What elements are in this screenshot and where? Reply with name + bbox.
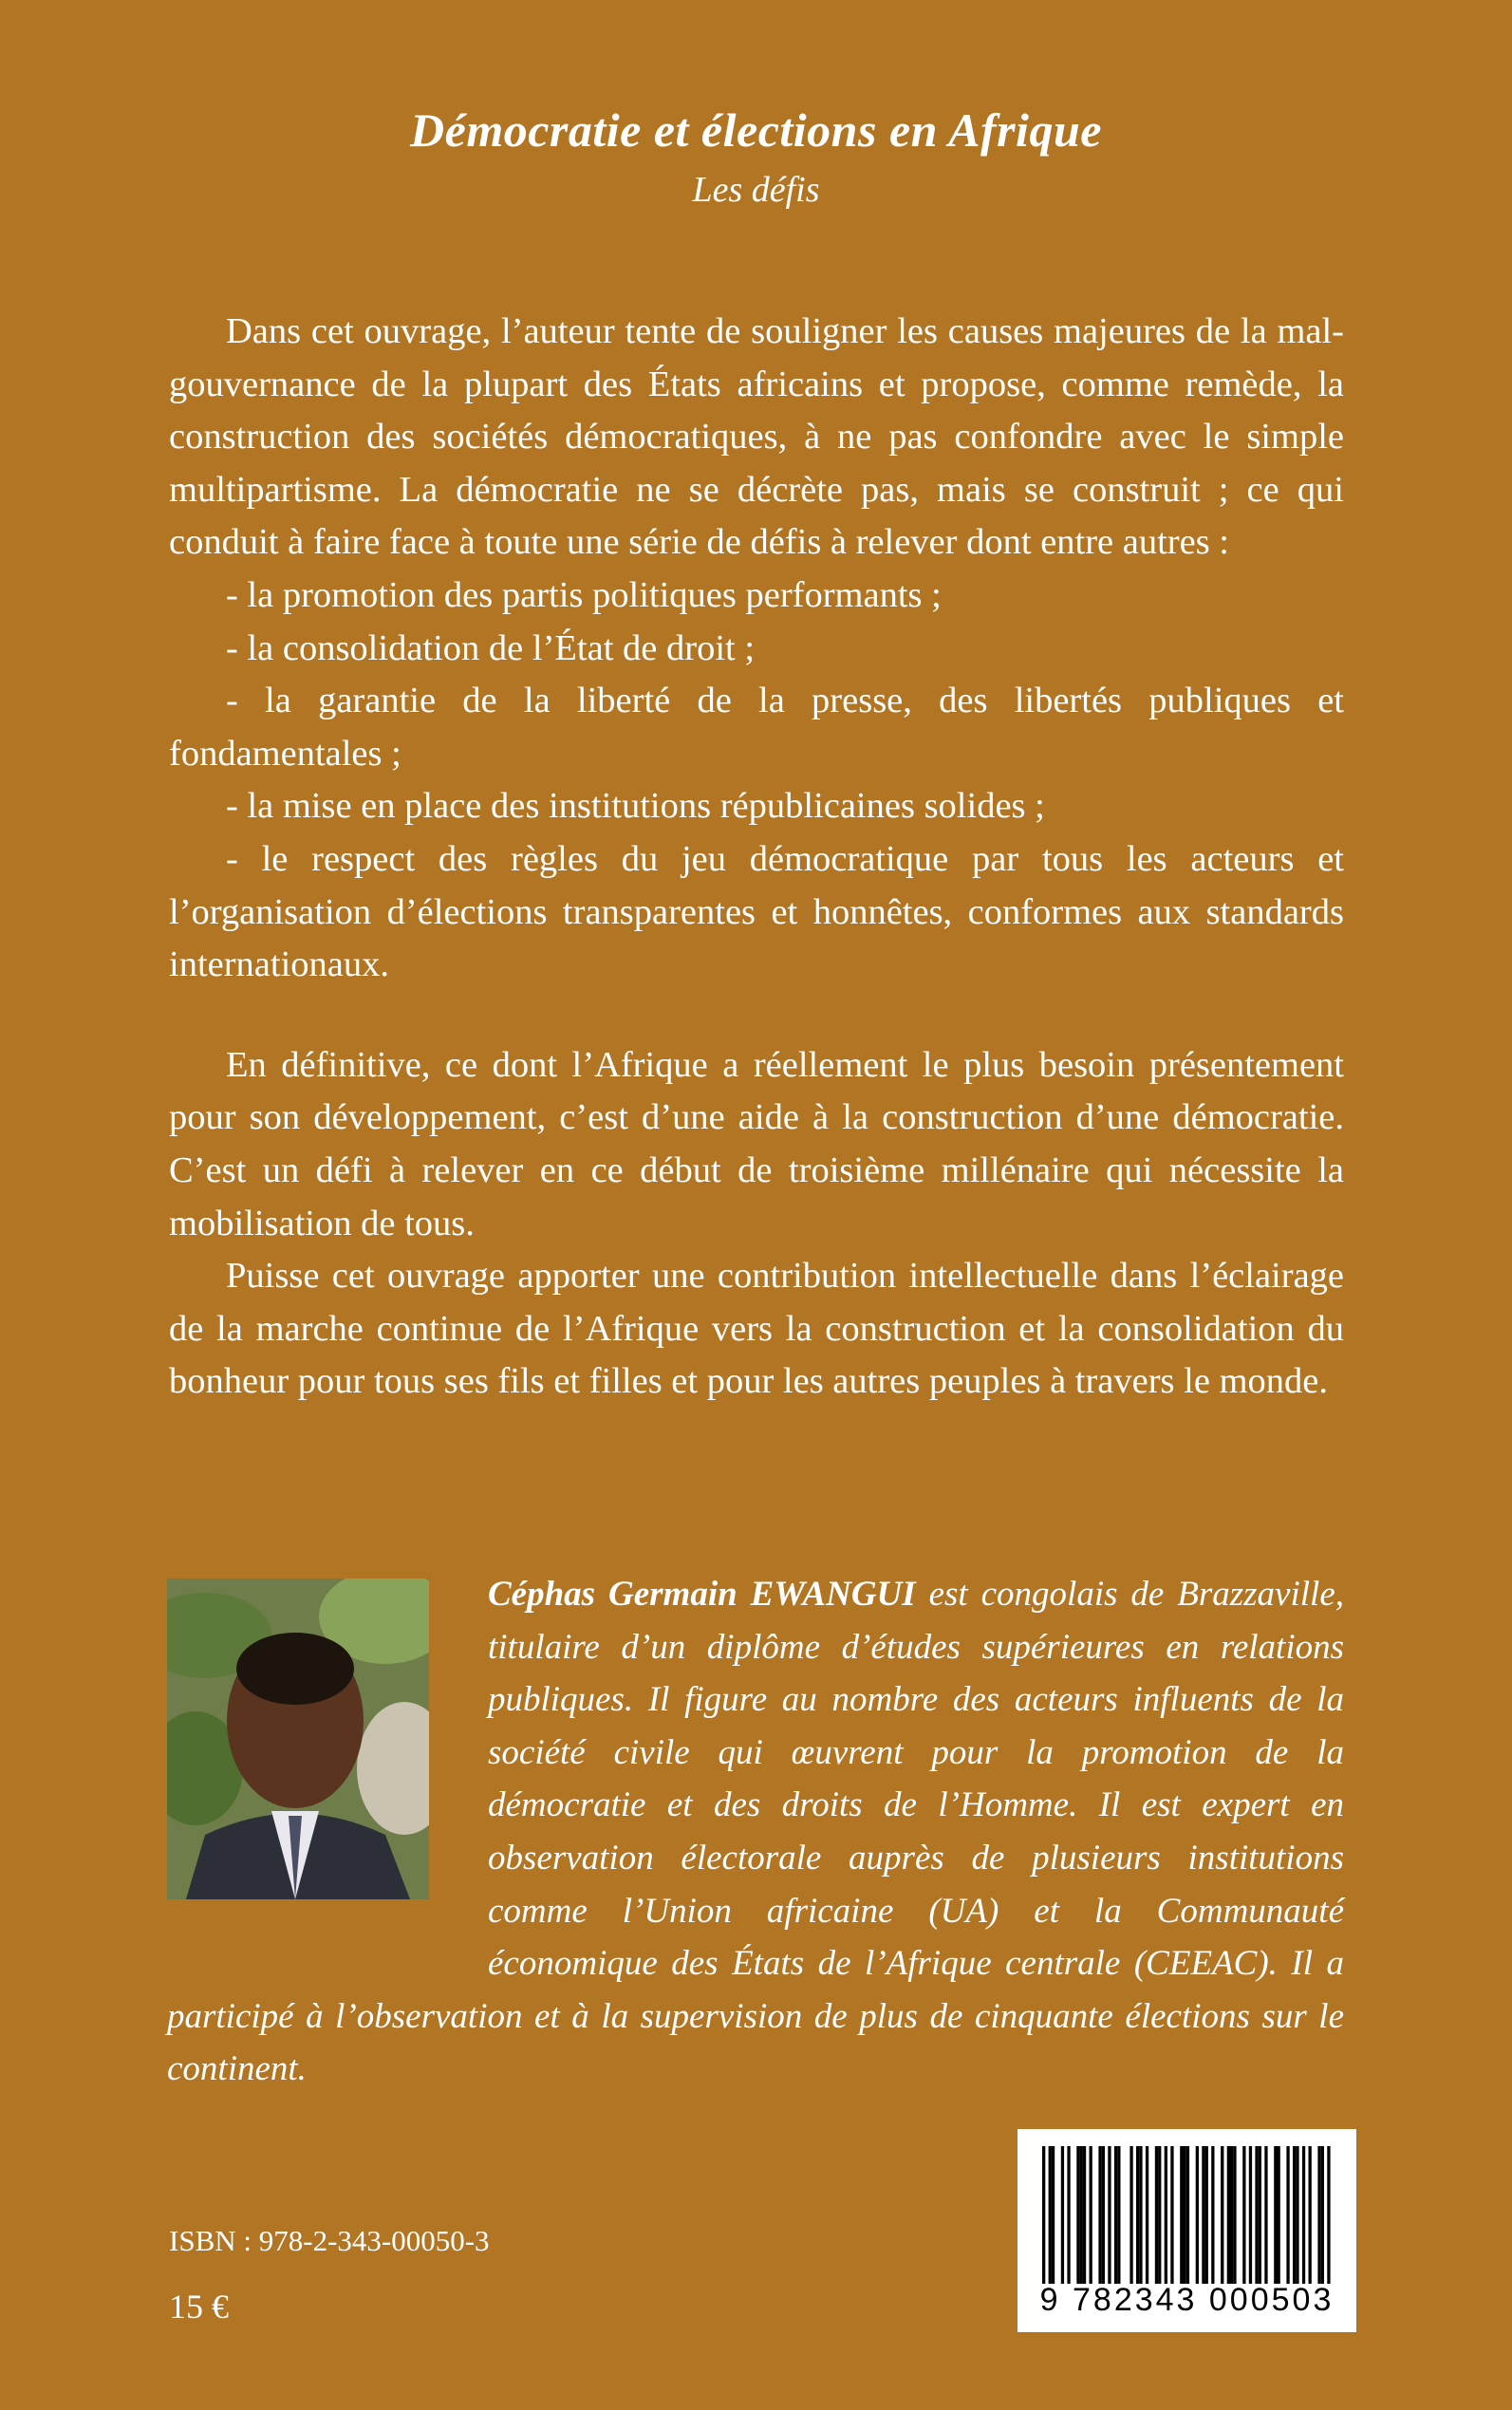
- barcode-bar: [1042, 2146, 1045, 2284]
- barcode-bar: [1327, 2146, 1330, 2284]
- barcode-bar: [1052, 2146, 1055, 2284]
- barcode-bar: [1076, 2146, 1079, 2284]
- challenge-item-5: - le respect des règles du jeu démocratique par tous les acteurs et l’organisation d’élections transparentes et honnêtes, conformes aux standards internationaux.: [169, 838, 1344, 985]
- blurb-text: [169, 306, 1344, 1409]
- author-name: Céphas Germain EWANGUI: [488, 1575, 916, 1614]
- barcode-bar: [1274, 2146, 1277, 2284]
- blurb-paragraph-2: En définitive, ce dont l’Afrique a réellement le plus besoin présentement pour son développement, c’est d’une aide à la construction d’une démocratie. C’est un défi à relever en ce début de troisième millénaire qui nécessite la mobilisation de tous.: [169, 1044, 1344, 1243]
- barcode-bar: [1309, 2146, 1312, 2284]
- barcode-bar: [1186, 2146, 1189, 2284]
- barcode-bar: [1158, 2146, 1161, 2284]
- barcode-bar: [1233, 2146, 1236, 2284]
- barcode-bar: [1205, 2146, 1208, 2284]
- barcode-bar: [1067, 2146, 1070, 2284]
- barcode-bar: [1098, 2146, 1101, 2284]
- barcode-bar: [1165, 2146, 1167, 2284]
- barcode-bar: [1221, 2146, 1223, 2284]
- barcode-bar: [1230, 2146, 1233, 2284]
- barcode-bar: [1293, 2146, 1296, 2284]
- challenge-item-2: - la consolidation de l’État de droit ;: [226, 627, 756, 668]
- barcode-bar: [1184, 2146, 1186, 2284]
- author-biography: [167, 1568, 1344, 2096]
- barcode-bar: [1296, 2146, 1298, 2284]
- barcode-bar: [1278, 2146, 1280, 2284]
- barcode-bar: [1139, 2146, 1142, 2284]
- blurb-paragraph-1: Dans cet ouvrage, l’auteur tente de souligner les causes majeures de la mal-gouvernance de la plupart des États africains et propose, comme remède, la construction des sociétés démocratiques, à ne pas confondre avec le simple multipartisme. La démocratie ne se décrète pas, mais se construit ; ce qui conduit à faire face à toute une série de défis à relever dont entre autres :: [169, 311, 1344, 563]
- barcode-bar: [1083, 2146, 1086, 2284]
- challenge-item-1: - la promotion des partis politiques performants ;: [226, 574, 942, 615]
- barcode-bar: [1286, 2146, 1289, 2284]
- barcode-bar: [1227, 2146, 1230, 2284]
- challenge-item-4: - la mise en place des institutions républicaines solides ;: [226, 786, 1045, 827]
- barcode-bar: [1117, 2146, 1120, 2284]
- barcode-bar: [1049, 2146, 1052, 2284]
- author-bio-text: est congolais de Brazzaville, titulaire d’un diplôme d’études supérieures en relations publiques. Il figure au nombre des acteurs influents de la société civile qui œuvrent pour la promotion de la démocratie et des droits de l’Homme. Il est expert en observation électorale auprès de plusieurs institutions comme l’Union africaine (UA) et la Communauté économique des États de l’Afrique centrale (CEEAC). Il a participé à l’observation et à la supervision de plus de cinquante élections sur le continent.: [167, 1575, 1344, 2089]
- barcode-number: 9 782343 000503: [1039, 2282, 1335, 2318]
- barcode-bar: [1264, 2146, 1267, 2284]
- barcode-bar: [1255, 2146, 1258, 2284]
- barcode: [1017, 2129, 1356, 2332]
- book-subtitle: Les défis: [692, 170, 820, 210]
- barcode-bar: [1090, 2146, 1092, 2284]
- book-title: Démocratie et élections en Afrique: [410, 103, 1102, 157]
- barcode-bar: [1202, 2146, 1204, 2284]
- barcode-bar: [1259, 2146, 1261, 2284]
- barcode-bar: [1180, 2146, 1183, 2284]
- barcode-bar: [1129, 2146, 1132, 2284]
- barcode-bar: [1249, 2146, 1252, 2284]
- barcode-bar: [1211, 2146, 1214, 2284]
- challenge-item-3: - la garantie de la liberté de la presse, des libertés publiques et fondamentales ;: [169, 681, 1344, 774]
- barcode-bar: [1321, 2146, 1324, 2284]
- barcode-bar: [1317, 2146, 1320, 2284]
- barcode-bar: [1061, 2146, 1064, 2284]
- barcode-bar: [1146, 2146, 1148, 2284]
- barcode-bar: [1108, 2146, 1111, 2284]
- barcode-bar: [1114, 2146, 1117, 2284]
- barcode-bar: [1080, 2146, 1083, 2284]
- barcode-bar: [1102, 2146, 1105, 2284]
- barcode-bar: [1196, 2146, 1199, 2284]
- barcode-bar: [1170, 2146, 1173, 2284]
- blurb-paragraph-3: Puisse cet ouvrage apporter une contribution intellectuelle dans l’éclairage de la marche continue de l’Afrique vers la construction et la consolidation du bonheur pour tous ses fils et filles et pour les autres peuples à travers le monde.: [169, 1256, 1344, 1402]
- barcode-bar: [1155, 2146, 1158, 2284]
- price-label: 15 €: [169, 2288, 229, 2326]
- barcode-bar: [1242, 2146, 1245, 2284]
- barcode-bar: [1302, 2146, 1305, 2284]
- barcode-bar: [1136, 2146, 1139, 2284]
- isbn-label: ISBN : 978-2-343-00050-3: [169, 2224, 490, 2257]
